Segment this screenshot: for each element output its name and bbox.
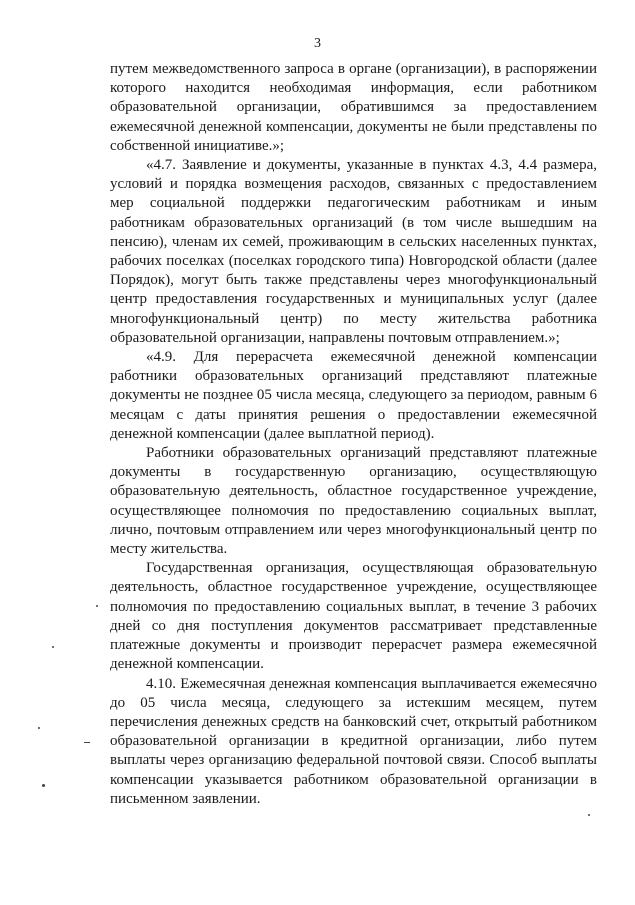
scan-speck <box>588 814 590 816</box>
scan-speck <box>52 646 54 648</box>
paragraph-4-9: «4.9. Для перерасчета ежемесячной денежной компенсации работники образовательных организаций представляют платежные документы не позднее 05 числа месяца, следующего за периодом, равным 6 месяцам с даты принятия решения о предоставлении ежемесячной денежной компенсации (далее выплатной период). <box>110 349 597 442</box>
paragraph-4-7: «4.7. Заявление и документы, указанные в пунктах 4.3, 4.4 размера, условий и порядка возмещения расходов, связанных с предоставлением мер социальной поддержки педагогическим работникам и иным работникам образовательных организаций (в том числе вышедшим на пенсию), членам их семей, проживающим в сельских населенных пунктах, рабочих поселках (поселках городского типа) Новгородской области (далее Порядок), могут быть также представлены через многофункциональный центр предоставления государственных и муниципальных услуг (далее многофункциональный центр) по месту жительства работника образовательной организации, направлены почтовым отправлением.»; <box>110 157 597 346</box>
scan-speck <box>96 605 98 607</box>
scan-speck <box>42 784 45 787</box>
paragraph-4-10: 4.10. Ежемесячная денежная компенсация выплачивается ежемесячно до 05 числа месяца, следующего за истекшим месяцем, путем перечисления денежных средств на банковский счет, открытый работником образовательной организации в кредитной организации, либо путем выплаты через организацию федеральной почтовой связи. Способ выплаты компенсации указывается работником образовательной организации в письменном заявлении. <box>110 675 597 807</box>
page-number: 3 <box>314 36 321 51</box>
paragraph-recalculation: Государственная организация, осуществляющая образовательную деятельность, областное государственное учреждение, осуществляющее полномочия по предоставлению социальных выплат, в течение 3 рабочих дней со дня поступления документов рассматривает представленные платежные документы и производит перерасчет размера ежемесячной денежной компенсации. <box>110 560 597 673</box>
paragraph-payment-documents: Работники образовательных организаций представляют платежные документы в государственную организацию, осуществляющую образовательную деятельность, областное государственное учреждение, осуществляющее полномочия по предоставлению социальных выплат, лично, почтовым отправлением или через многофункциональный центр по месту жительства. <box>110 445 597 558</box>
document-body <box>110 60 597 809</box>
paragraph-continuation: путем межведомственного запроса в органе (организации), в распоряжении которого находится необходимая информация, если работником образовательной организации, обратившимся за предоставлением ежемесячной денежной компенсации, документы не были представлены по собственной инициативе.»; <box>110 61 597 154</box>
scan-speck <box>84 742 90 743</box>
scan-speck <box>38 727 40 729</box>
